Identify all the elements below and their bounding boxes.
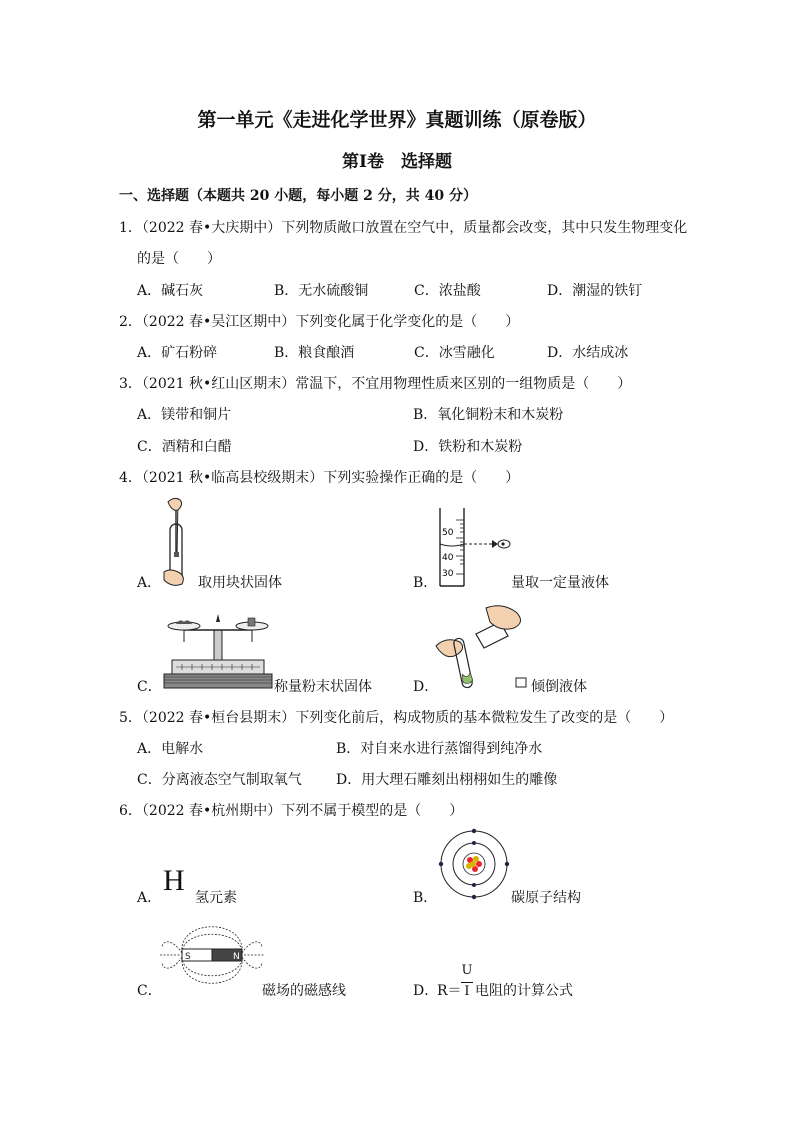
question-6-option-d-caption: 电阻的计算公式 <box>475 983 573 999</box>
question-4-option-a-caption: 取用块状固体 <box>198 575 282 591</box>
measuring-cylinder-illustration <box>436 508 516 590</box>
formula-fraction-bar <box>461 982 473 983</box>
magnet-field-lines-illustration <box>160 918 264 992</box>
question-6-option-a-caption: 氢元素 <box>195 890 237 906</box>
formula-lhs: R＝ <box>437 983 462 999</box>
magnet-label-n: N <box>233 952 240 962</box>
question-3-option-c[interactable]: C．酒精和白醋 <box>137 439 232 455</box>
question-2-option-b[interactable]: B．粮食酿酒 <box>274 345 355 361</box>
question-3-option-d[interactable]: D．铁粉和木炭粉 <box>413 439 523 455</box>
question-4-option-d-letter[interactable]: D． <box>413 679 439 695</box>
question-5-option-d[interactable]: D．用大理石雕刻出栩栩如生的雕像 <box>336 772 558 788</box>
question-5-option-c[interactable]: C．分离液态空气制取氧气 <box>137 772 302 788</box>
tweezers-test-tube-illustration <box>160 496 196 588</box>
question-5-option-a[interactable]: A．电解水 <box>137 741 204 757</box>
question-4-option-b-letter[interactable]: B． <box>413 575 438 591</box>
question-4-option-d-caption: 倾倒液体 <box>531 679 587 695</box>
question-5-stem: 5．（2022 春•桓台县期末）下列变化前后，构成物质的基本微粒发生了改变的是（ ） <box>119 710 674 726</box>
question-3-option-a[interactable]: A．镁带和铜片 <box>137 407 232 423</box>
hydrogen-symbol: H <box>163 864 185 897</box>
cylinder-tick-40: 40 <box>442 553 454 563</box>
page-subtitle: 第Ⅰ卷 选择题 <box>342 152 452 172</box>
question-4-option-c-caption: 称量粉末状固体 <box>274 679 372 695</box>
question-6-stem: 6．（2022 春•杭州期中）下列不属于模型的是（ ） <box>119 803 464 819</box>
question-1-option-d[interactable]: D．潮湿的铁钉 <box>547 283 643 299</box>
magnet-label-s: S <box>185 952 191 962</box>
question-1-option-b[interactable]: B．无水硫酸铜 <box>274 283 369 299</box>
question-6-option-a-letter[interactable]: A． <box>137 890 162 906</box>
question-1-option-c[interactable]: C．浓盐酸 <box>414 283 481 299</box>
question-6-option-b-caption: 碳原子结构 <box>511 890 581 906</box>
question-2-option-d[interactable]: D．水结成冰 <box>547 345 629 361</box>
question-2-option-c[interactable]: C．冰雪融化 <box>414 345 495 361</box>
page-title: 第一单元《走进化学世界》真题训练（原卷版） <box>197 109 597 131</box>
carbon-atom-model-illustration <box>436 828 512 900</box>
question-5-option-b[interactable]: B．对自来水进行蒸馏得到纯净水 <box>336 741 543 757</box>
formula-denominator: I <box>464 984 470 999</box>
pouring-liquid-illustration <box>434 604 534 692</box>
question-4-stem: 4．（2021 秋•临高县校级期末）下列实验操作正确的是（ ） <box>119 470 520 486</box>
question-1-option-a[interactable]: A．碱石灰 <box>137 283 204 299</box>
question-6-option-c-caption: 磁场的磁感线 <box>262 983 346 999</box>
question-2-stem: 2．（2022 春•吴江区期中）下列变化属于化学变化的是（ ） <box>119 314 520 330</box>
question-3-option-b[interactable]: B．氧化铜粉末和木炭粉 <box>413 407 564 423</box>
question-6-option-d-letter[interactable]: D． <box>413 983 439 999</box>
question-6-option-c-letter[interactable]: C． <box>137 983 162 999</box>
balance-scale-illustration <box>162 612 274 692</box>
question-3-stem: 3．（2021 秋•红山区期末）常温下，不宜用物理性质来区别的一组物质是（ ） <box>119 376 632 392</box>
question-2-option-a[interactable]: A．矿石粉碎 <box>137 345 218 361</box>
formula-numerator: U <box>461 963 473 978</box>
question-1-stem: 1．（2022 春•大庆期中）下列物质敞口放置在空气中，质量都会改变，其中只发生物理变化 <box>119 220 688 236</box>
cylinder-tick-30: 30 <box>442 569 454 579</box>
cylinder-tick-50: 50 <box>442 528 454 538</box>
question-4-option-b-caption: 量取一定量液体 <box>511 575 609 591</box>
question-4-option-a-letter[interactable]: A． <box>137 575 162 591</box>
question-4-option-c-letter[interactable]: C． <box>137 679 162 695</box>
section-header: 一、选择题（本题共 20 小题，每小题 2 分，共 40 分） <box>119 188 477 204</box>
question-6-option-b-letter[interactable]: B． <box>413 890 438 906</box>
question-1-stem-cont: 的是（ ） <box>137 251 221 267</box>
